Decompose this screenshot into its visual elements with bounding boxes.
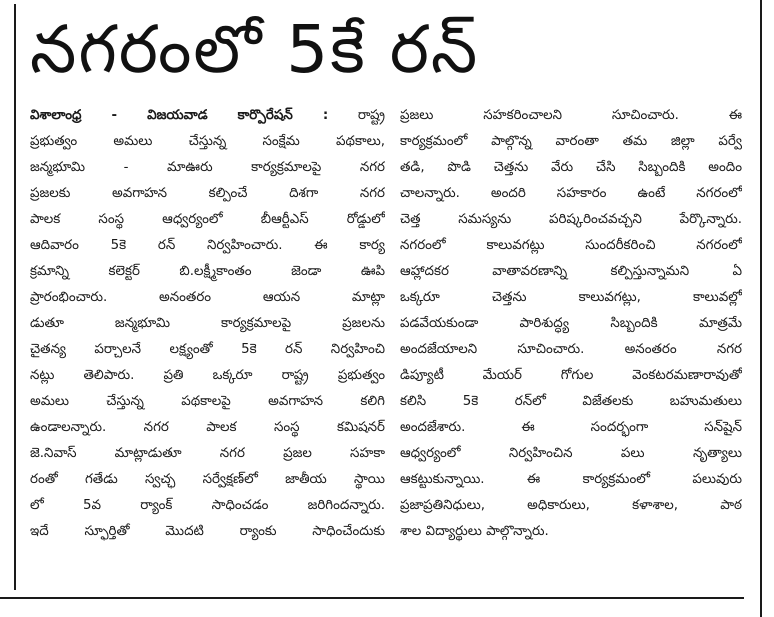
article-line: క్రమాన్ని కలెక్టర్ బి.లక్ష్మీకాంతం జెండా ఊపి bbox=[30, 264, 385, 279]
article-line: ప్రజాప్రతినిధులు, అధికారులు, కళాశాల, పాఠ bbox=[400, 498, 742, 513]
article-line: చైతన్య పర్చాలనే లక్ష్యంతో 5కె రన్ నిర్వహించి bbox=[30, 342, 385, 357]
article-line: నట్లు తెలిపారు. ప్రతి ఒక్కరూ రాష్ట్ర ప్రభుత్వం bbox=[30, 368, 385, 383]
article-line-text: రాష్ట్ర bbox=[357, 108, 385, 123]
article-line: డిప్యూటీ మేయర్ గోగుల వెంకటరమణారావుతో bbox=[400, 368, 742, 383]
article-line: అమలు చేస్తున్న పథకాలపై అవగాహన కలిగి bbox=[30, 394, 385, 409]
article-line: ఆధ్వర్యంలో నిర్వహించిన పలు నృత్యాలు bbox=[400, 446, 742, 461]
article-line: రంతో గతేడు స్వచ్ఛ సర్వేక్షణ్‌లో జాతీయ స్థాయి bbox=[30, 472, 385, 487]
article-line: నగరంలో కాలువగట్లు సుందరీకరించి నగరంలో bbox=[400, 238, 742, 253]
article-line: ఆకట్టుకున్నాయి. ఈ కార్యక్రమంలో పలువురు bbox=[400, 472, 742, 487]
article-line: జె.నివాస్ మాట్లాడుతూ నగర ప్రజల సహకా bbox=[30, 446, 385, 461]
article-line: ప్రజలకు అవగాహన కల్పించే దిశగా నగర bbox=[30, 186, 385, 201]
article-line: జన్మభూమి - మాఊరు కార్యక్రమాలపై నగర bbox=[30, 160, 385, 175]
article-line: పడవేయకుండా పారిశుద్ధ్య సిబ్బందికి మాత్రమే bbox=[400, 316, 742, 331]
article-column-right bbox=[400, 103, 742, 583]
article-line: తడి, పొడి చెత్తను వేరు చేసి సిబ్బందికి అందిం bbox=[400, 160, 742, 175]
left-border-rule bbox=[14, 4, 16, 590]
article-line: అందజేయాలని సూచించారు. అనంతరం నగర bbox=[400, 342, 742, 357]
article-line: డుతూ జన్మభూమి కార్యక్రమాలపై ప్రజలను bbox=[30, 316, 385, 331]
article-line: చాలన్నారు. అందరి సహకారం ఉంటే నగరంలో bbox=[400, 186, 742, 201]
article-line: ఇదే స్ఫూర్తితో మొదటి ర్యాంకు సాధించేందుకు bbox=[30, 524, 385, 539]
article-dateline: విశాలాంధ్ర - విజయవాడ కార్పొరేషన్ : bbox=[30, 108, 329, 123]
article-line: కార్యక్రమంలో పాల్గొన్న వారంతా తమ జిల్లా పర్వే bbox=[400, 134, 742, 149]
article-line: లో 5వ ర్యాంక్ సాధించడం జరిగిందన్నారు. bbox=[30, 498, 385, 513]
article-line: ఒక్కరూ చెత్తను కాలువగట్లు, కాలువల్లో bbox=[400, 290, 742, 305]
article-line: పాలక సంస్థ ఆధ్వర్యంలో బీఆర్టీఎస్ రోడ్డులో bbox=[30, 212, 385, 227]
right-border-rule bbox=[760, 0, 762, 617]
article-column-left bbox=[30, 103, 385, 583]
article-line: ఆదివారం 5కె రన్ నిర్వహించారు. ఈ కార్య bbox=[30, 238, 385, 253]
article-line bbox=[30, 103, 385, 129]
article-line: కలిసి 5కె రన్‌లో విజేతలకు బహుమతులు bbox=[400, 394, 742, 409]
article-line: ఆహ్లాదకర వాతావరణాన్ని కల్పిస్తున్నామని ఏ bbox=[400, 264, 742, 279]
article-line: ఉండాలన్నారు. నగర పాలక సంస్థ కమిషనర్ bbox=[30, 420, 385, 435]
article-headline: నగరంలో 5కే రన్ bbox=[30, 11, 480, 88]
article-line: ప్రజలు సహకరించాలని సూచించారు. ఈ bbox=[400, 108, 742, 123]
article-line: ప్రారంభించారు. అనంతరం ఆయన మాట్లా bbox=[30, 290, 385, 305]
article-line: చెత్త సమస్యను పరిష్కరించవచ్చని పేర్కొన్నారు. bbox=[400, 212, 742, 227]
article-line: అందజేశారు. ఈ సందర్భంగా సన్‌షైన్ bbox=[400, 420, 742, 435]
bottom-border-rule bbox=[0, 597, 744, 599]
article-line: శాల విద్యార్థులు పాల్గొన్నారు. bbox=[400, 524, 549, 539]
article-line: ప్రభుత్వం అమలు చేస్తున్న సంక్షేమ పథకాలు, bbox=[30, 134, 385, 149]
